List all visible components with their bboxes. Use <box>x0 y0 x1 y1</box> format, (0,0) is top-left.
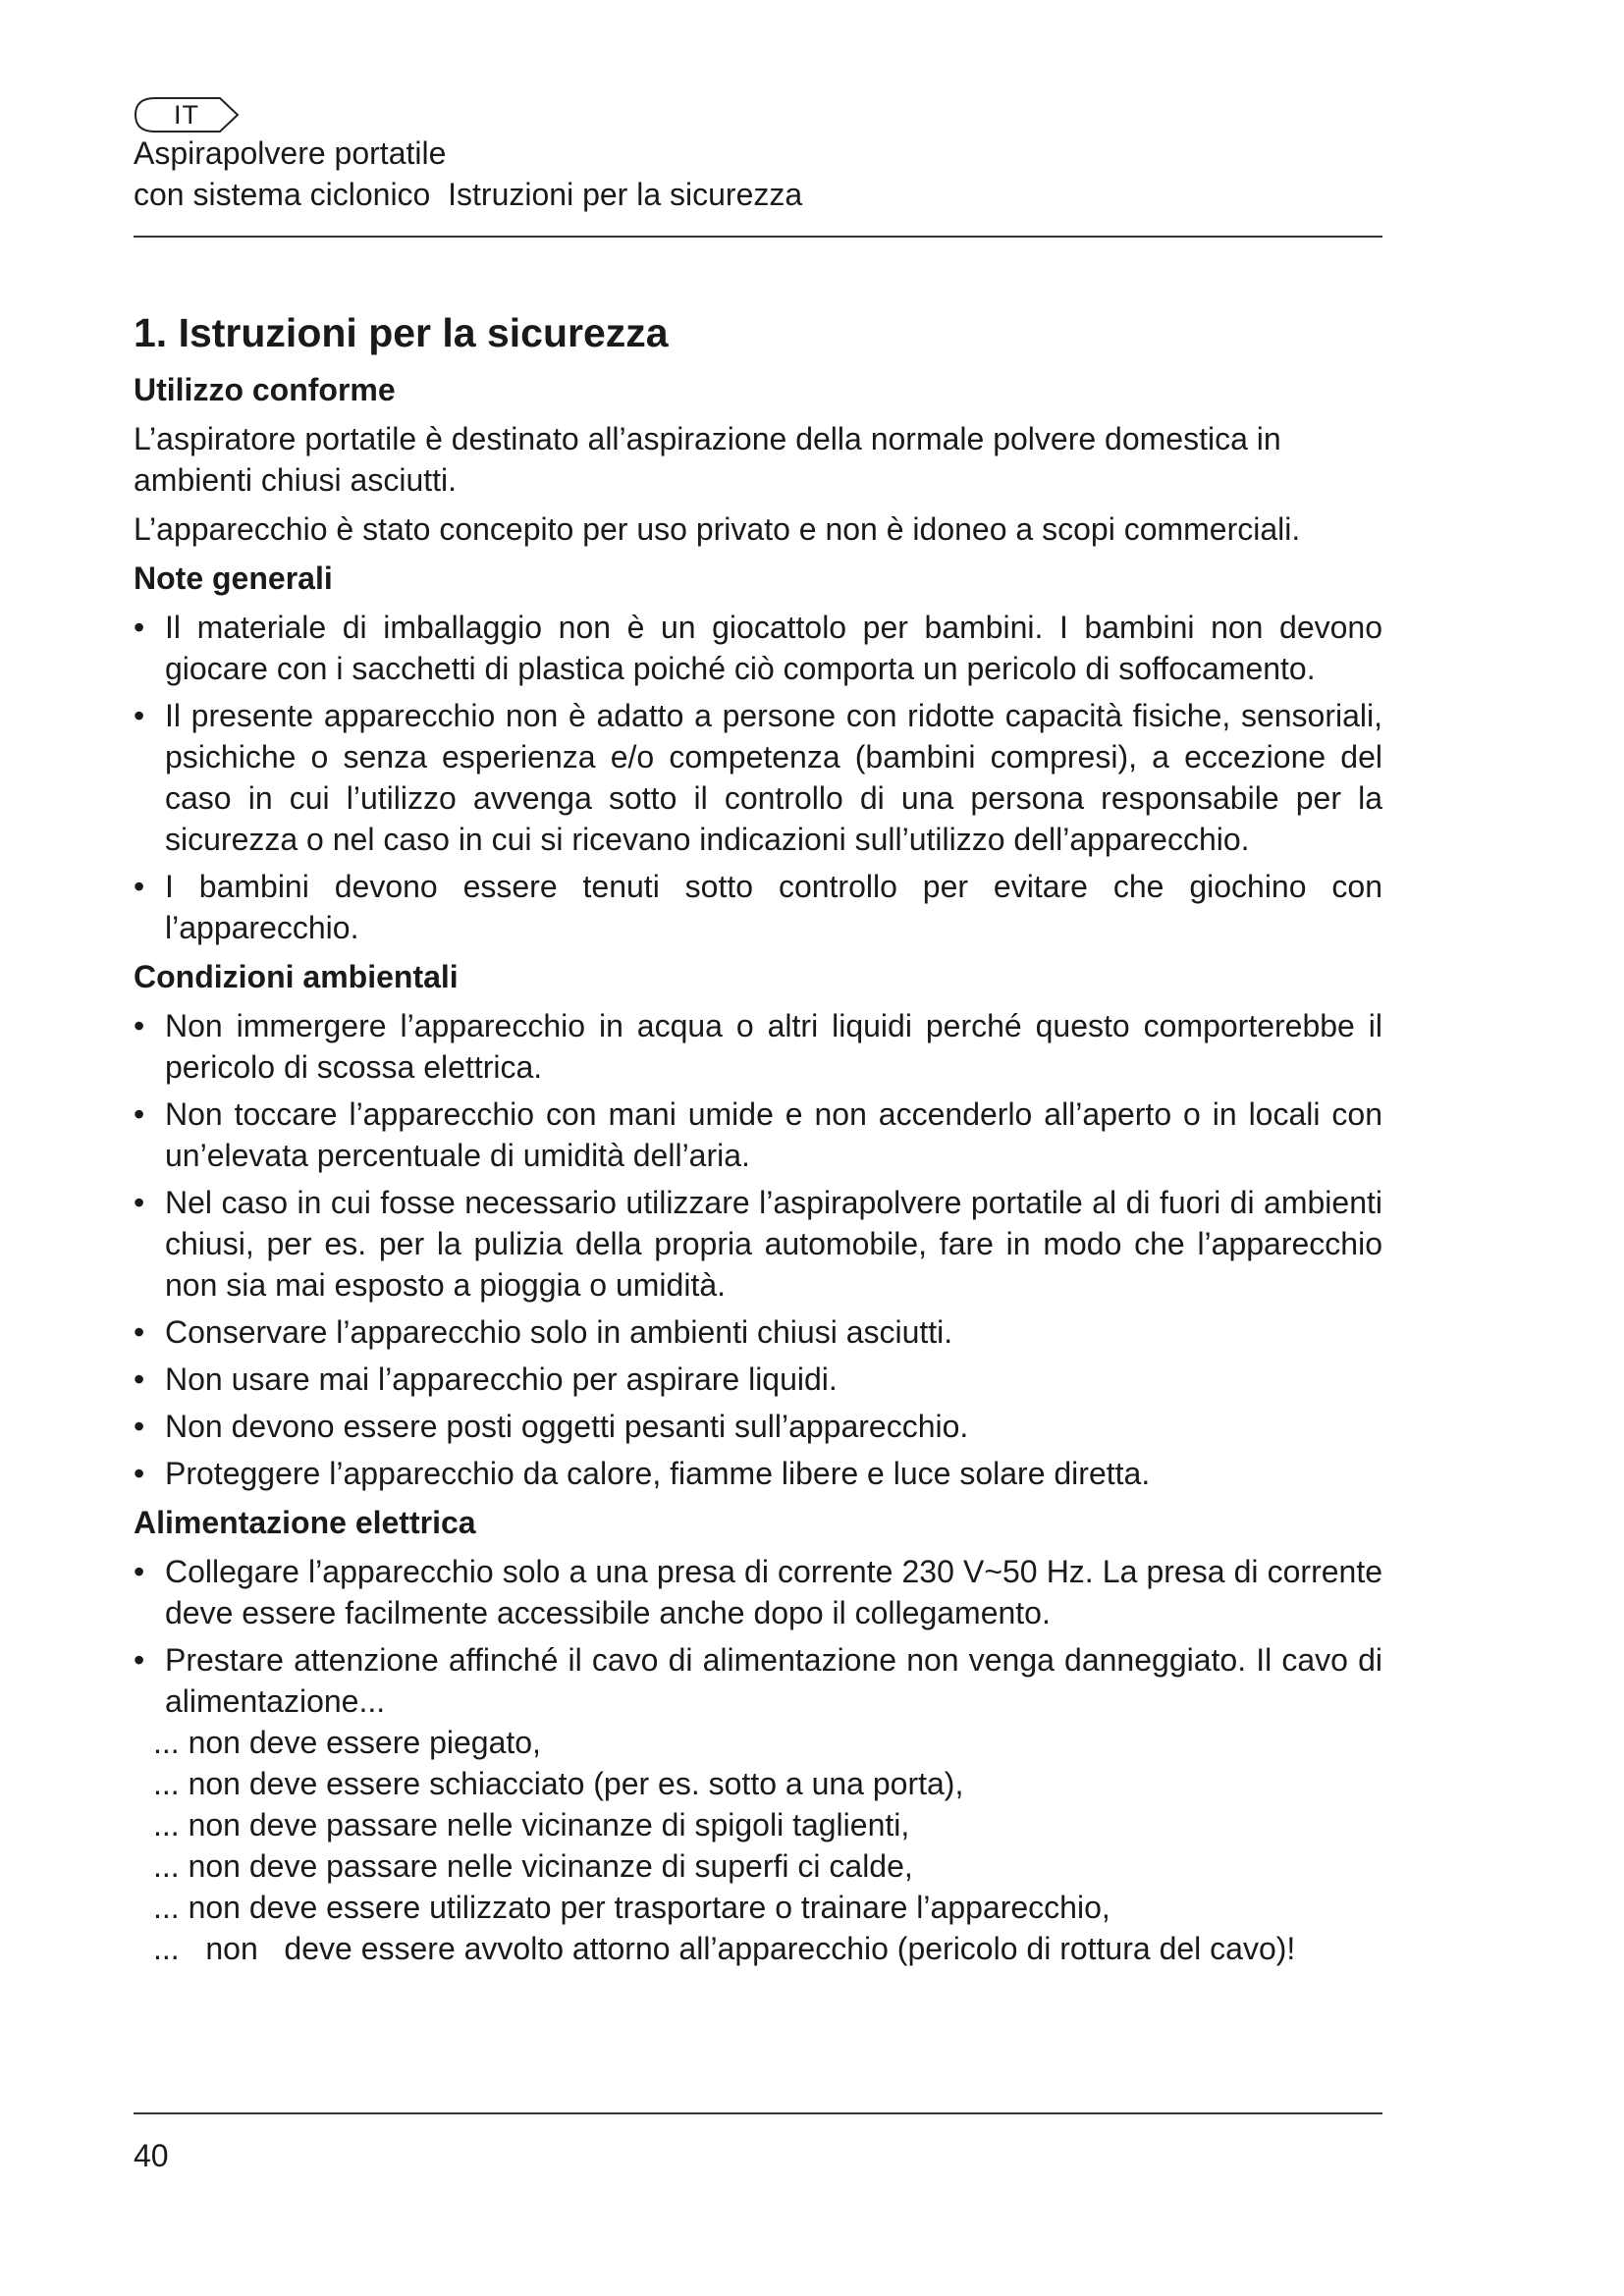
list-item: • I bambini devono essere tenuti sotto controllo per evitare che giochino con l’apparecchio. <box>134 866 1382 948</box>
list-item: • Prestare attenzione affinché il cavo di alimentazione non venga danneggiato. Il cavo di alimentazione... <box>134 1639 1382 1722</box>
cable-line: ... non deve passare nelle vicinanze di superfi ci calde, <box>153 1848 913 1884</box>
alimentazione-heading: Alimentazione elettrica <box>134 1505 476 1540</box>
cable-conditions <box>134 1722 1382 1969</box>
utilizzo-heading: Utilizzo conforme <box>134 372 396 407</box>
list-item: • Non toccare l’apparecchio con mani umide e non accenderlo all’aperto o in locali con un’elevata percentuale di umidità dell’aria. <box>134 1094 1382 1176</box>
section-title: 1. Istruzioni per la sicurezza <box>134 310 669 355</box>
page-number: 40 <box>134 2138 169 2173</box>
list-item: • Il materiale di imballaggio non è un giocattolo per bambini. I bambini non devono giocare con i sacchetti di plastica poiché ciò comporta un pericolo di soffocamento. <box>134 607 1382 689</box>
product-name: Aspirapolvere portatile <box>134 135 447 171</box>
note-generali-list <box>134 607 1382 948</box>
list-item: • Non devono essere posti oggetti pesanti sull’apparecchio. <box>134 1406 1382 1447</box>
manual-page <box>134 90 1382 2250</box>
cable-line: ... non deve essere avvolto attorno all’apparecchio (pericolo di rottura del cavo)! <box>153 1931 1296 1966</box>
list-item: • Conservare l’apparecchio solo in ambienti chiusi asciutti. <box>134 1311 1382 1353</box>
footer-divider <box>134 2112 1382 2114</box>
condizioni-heading: Condizioni ambientali <box>134 959 459 994</box>
list-item: • Collegare l’apparecchio solo a una presa di corrente 230 V~50 Hz. La presa di corrente deve essere facilmente accessibile anche dopo il collegamento. <box>134 1551 1382 1633</box>
language-badge <box>134 96 240 133</box>
note-generali-heading: Note generali <box>134 561 333 596</box>
header-divider <box>134 236 1382 238</box>
cable-line: ... non deve passare nelle vicinanze di spigoli taglienti, <box>153 1807 910 1842</box>
list-item: • Nel caso in cui fosse necessario utilizzare l’aspirapolvere portatile al di fuori di ambienti chiusi, per es. per la pulizia della propria automobile, fare in modo che l’apparecchio non sia mai esposto a pioggia o umidità. <box>134 1182 1382 1306</box>
cable-line: ... non deve essere piegato, <box>153 1725 541 1760</box>
cable-line: ... non deve essere schiacciato (per es. sotto a una porta), <box>153 1766 964 1801</box>
safety-content <box>134 308 1382 1969</box>
cable-line: ... non deve essere utilizzato per trasportare o trainare l’apparecchio, <box>153 1890 1110 1925</box>
product-subtitle: con sistema ciclonico Istruzioni per la sicurezza <box>134 177 803 212</box>
utilizzo-paragraph-2: L’apparecchio è stato concepito per uso privato e non è idoneo a scopi commerciali. <box>134 511 1301 547</box>
list-item: • Non immergere l’apparecchio in acqua o altri liquidi perché questo comporterebbe il pericolo di scossa elettrica. <box>134 1005 1382 1088</box>
alimentazione-list <box>134 1551 1382 1722</box>
utilizzo-paragraph-1: L’aspiratore portatile è destinato all’aspirazione della normale polvere domestica in ambienti chiusi asciutti. <box>134 421 1281 498</box>
language-code: IT <box>174 100 199 130</box>
list-item: • Non usare mai l’apparecchio per aspirare liquidi. <box>134 1359 1382 1400</box>
list-item: • Proteggere l’apparecchio da calore, fiamme libere e luce solare diretta. <box>134 1453 1382 1494</box>
condizioni-list <box>134 1005 1382 1494</box>
list-item: • Il presente apparecchio non è adatto a persone con ridotte capacità fisiche, sensoriali, psichiche o senza esperienza e/o competenza (bambini compresi), a eccezione del caso in cui l’utilizzo avvenga sotto il controllo di una persona responsabile per la sicurezza o nel caso in cui si ricevano indicazioni sull’utilizzo dell’apparecchio. <box>134 695 1382 860</box>
